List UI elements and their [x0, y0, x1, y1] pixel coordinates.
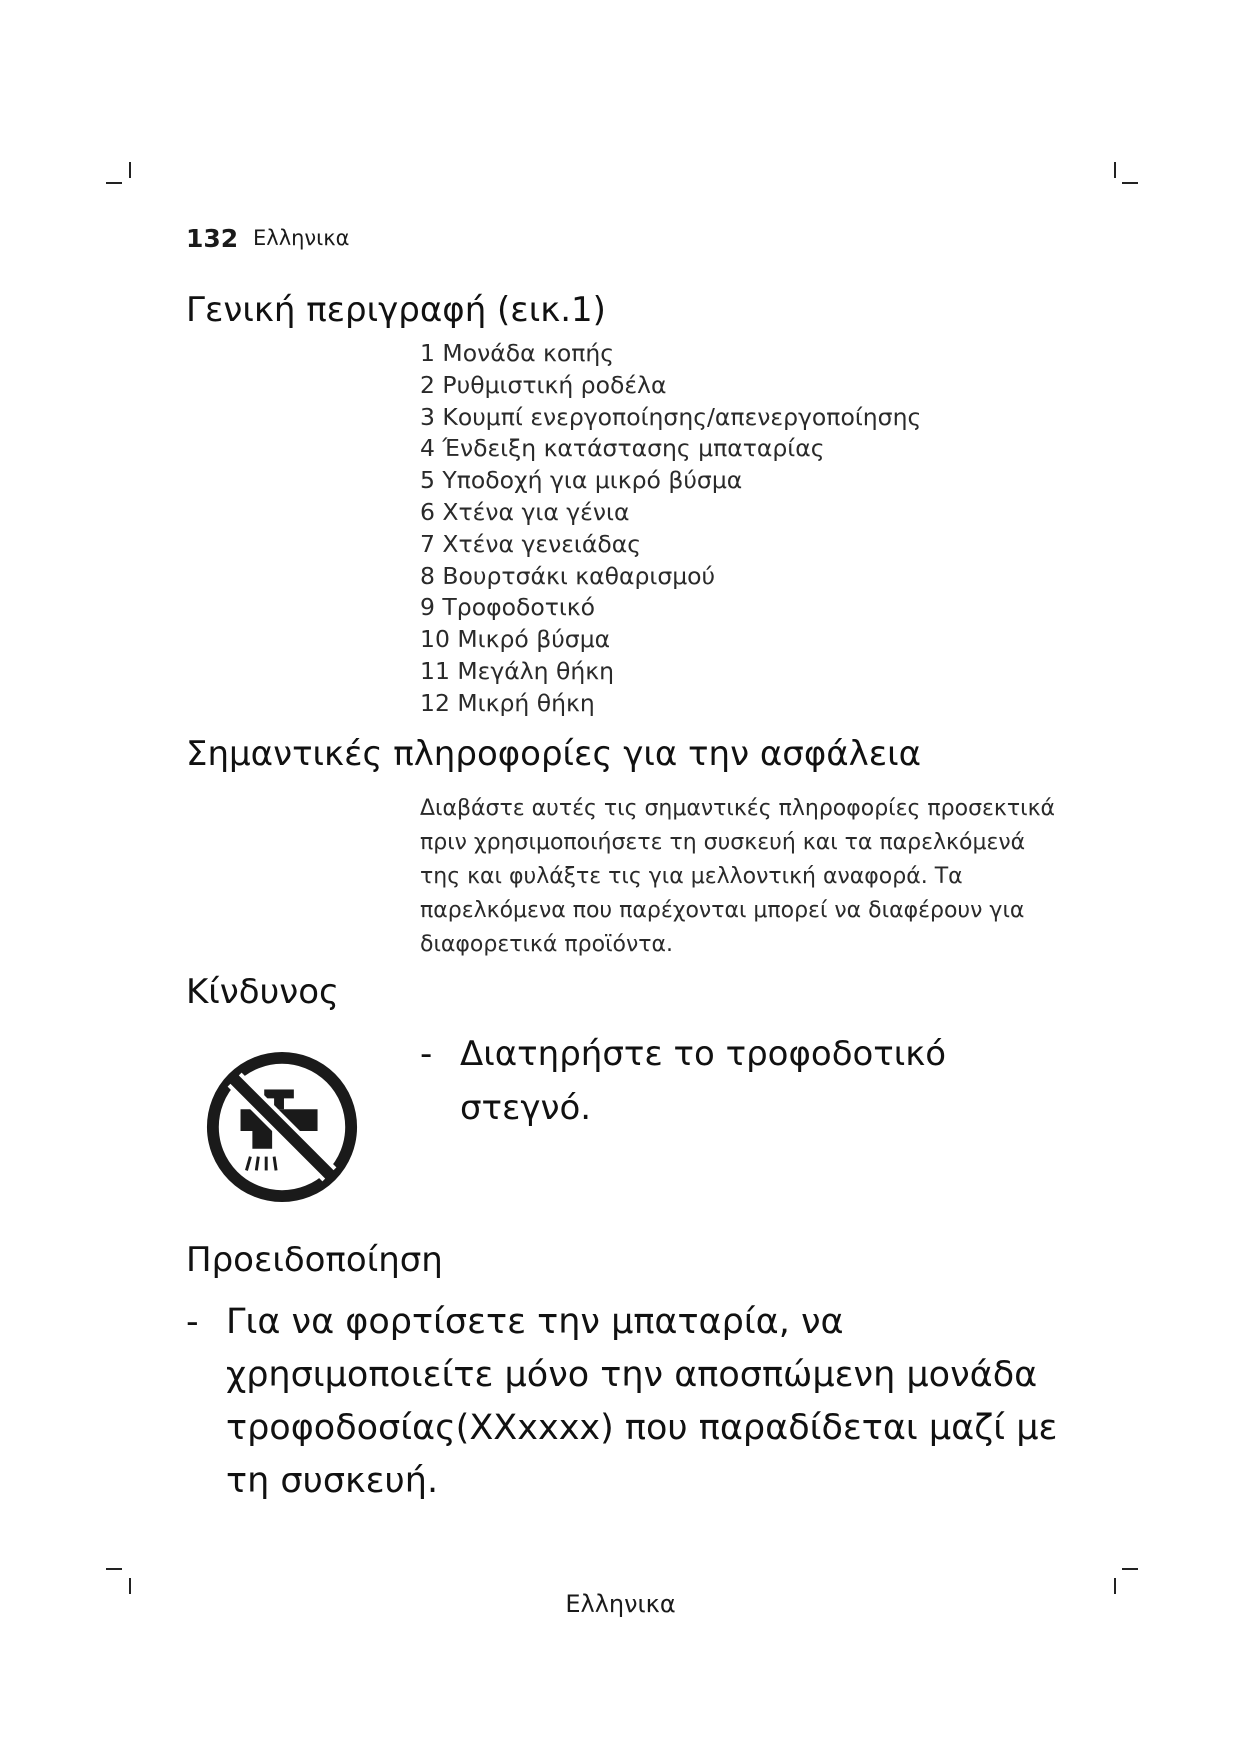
list-item: 5 Υποδοχή για μικρό βύσμα	[420, 466, 743, 495]
general-description-heading: Γενική περιγραφή (εικ.1)	[186, 290, 606, 330]
danger-list-item	[420, 1027, 980, 1135]
crop-mark	[1122, 182, 1138, 184]
warning-list-item	[186, 1296, 1086, 1508]
list-dash: -	[420, 1034, 433, 1074]
list-item: 6 Χτένα για γένια	[420, 497, 630, 526]
crop-mark	[106, 182, 122, 184]
parts-list	[420, 338, 921, 720]
crop-mark	[1114, 162, 1116, 178]
danger-heading: Κίνδυνος	[186, 972, 340, 1012]
page-number: 132	[186, 224, 239, 253]
list-item: 7 Χτένα γενειάδας	[420, 529, 642, 558]
warning-heading: Προειδοποίηση	[186, 1240, 443, 1280]
list-item: 12 Μικρή θήκη	[420, 688, 595, 717]
warning-item-text: Για να φορτίσετε την μπαταρία, να χρησιμοποιείτε μόνο την αποσπώμενη μονάδα τροφοδοσίας(XXxxxx) που παραδίδεται μαζί με τη συσκευή.	[226, 1302, 1058, 1501]
list-item: 2 Ρυθμιστική ροδέλα	[420, 370, 667, 399]
crop-mark	[106, 1568, 122, 1570]
safety-heading: Σημαντικές πληροφορίες για την ασφάλεια	[186, 734, 922, 774]
running-head-language: Ελληνικα	[253, 226, 350, 250]
list-item: 10 Μικρό βύσμα	[420, 625, 611, 654]
no-water-tap-icon	[203, 1048, 361, 1206]
list-item: 8 Βουρτσάκι καθαρισμού	[420, 561, 716, 590]
crop-mark	[1122, 1568, 1138, 1570]
danger-item-text: Διατηρήστε το τροφοδοτικό στεγνό.	[460, 1034, 947, 1128]
footer-language: Ελληνικα	[565, 1590, 676, 1618]
list-item: 1 Μονάδα κοπής	[420, 339, 615, 367]
list-item: 11 Μεγάλη θήκη	[420, 656, 615, 685]
list-item: 4 Ένδειξη κατάστασης μπαταρίας	[420, 434, 825, 463]
list-dash: -	[186, 1302, 199, 1342]
crop-mark	[129, 162, 131, 178]
list-item: 3 Κουμπί ενεργοποίησης/απενεργοποίησης	[420, 402, 922, 431]
safety-intro-paragraph: Διαβάστε αυτές τις σημαντικές πληροφορίες προσεκτικά πριν χρησιμοποιήσετε τη συσκευή και τα παρελκόμενά της και φυλάξτε τις για μελλοντική αναφορά. Τα παρελκόμενα που παρέχονται μπορεί να διαφέρουν για διαφορετικά προϊόντα.	[420, 796, 1056, 957]
list-item: 9 Τροφοδοτικό	[420, 593, 596, 622]
